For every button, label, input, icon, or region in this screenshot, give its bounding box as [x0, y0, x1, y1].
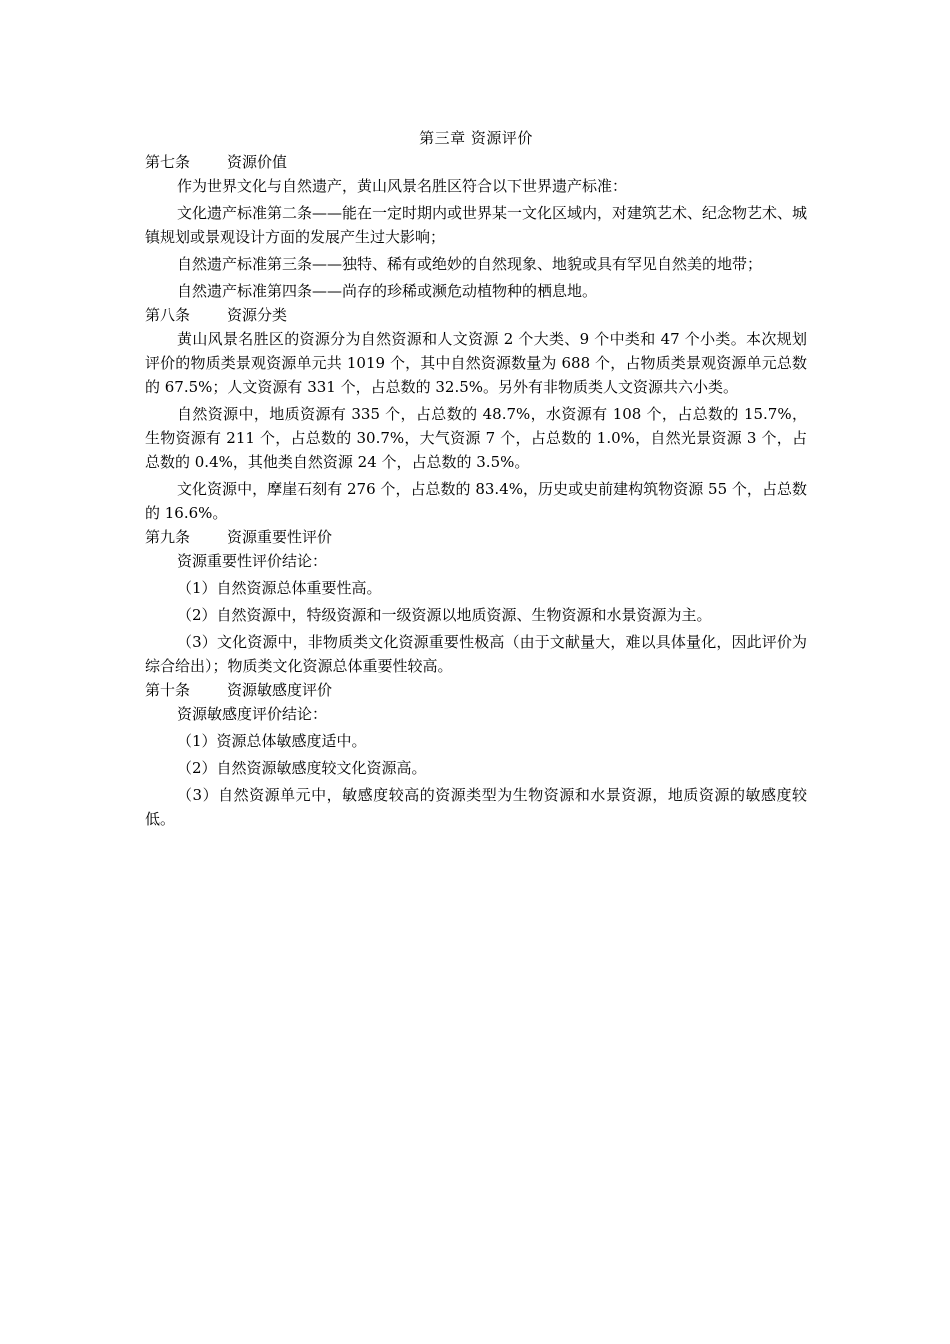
- list-item: （3）文化资源中，非物质类文化资源重要性极高（由于文献量大，难以具体量化，因此评价为综合给出）；物质类文化资源总体重要性较高。: [145, 633, 807, 675]
- paragraph: 自然遗产标准第三条——独特、稀有或绝妙的自然现象、地貌或具有罕见自然美的地带；: [177, 255, 763, 273]
- paragraph: 资源敏感度评价结论：: [177, 705, 328, 723]
- paragraph: 资源重要性评价结论：: [177, 552, 328, 570]
- article-title: 资源重要性评价: [227, 528, 333, 546]
- article-title: 资源敏感度评价: [227, 681, 333, 699]
- document-body: [145, 126, 807, 831]
- article-number: 第九条: [145, 528, 191, 546]
- paragraph: 作为世界文化与自然遗产，黄山风景名胜区符合以下世界遗产标准：: [177, 177, 628, 195]
- list-item: （2）自然资源中，特级资源和一级资源以地质资源、生物资源和水景资源为主。: [177, 606, 712, 624]
- paragraph: 文化遗产标准第二条——能在一定时期内或世界某一文化区域内，对建筑艺术、纪念物艺术、城镇规划或景观设计方面的发展产生过大影响；: [145, 204, 808, 246]
- article-number: 第七条: [145, 153, 191, 171]
- article-number: 第八条: [145, 306, 191, 324]
- article-heading-7: [145, 150, 807, 174]
- paragraph: 黄山风景名胜区的资源分为自然资源和人文资源 2 个大类、9 个中类和 47 个小类。本次规划评价的物质类景观资源单元共 1019 个，其中自然资源数量为 688 个，占物质类景观资源单元总数的 67.5%；人文资源有 331 个，占总数的 32.5%。另外有非物质类人文资源共六小类。: [145, 330, 807, 396]
- article-title: 资源价值: [227, 153, 288, 171]
- list-item: （1）资源总体敏感度适中。: [177, 732, 367, 750]
- chapter-title: 第三章 资源评价: [419, 129, 533, 147]
- paragraph: 自然遗产标准第四条——尚存的珍稀或濒危动植物种的栖息地。: [177, 282, 598, 300]
- article-title: 资源分类: [227, 306, 288, 324]
- list-item: （2）自然资源敏感度较文化资源高。: [177, 759, 427, 777]
- paragraph: 自然资源中，地质资源有 335 个，占总数的 48.7%，水资源有 108 个，占总数的 15.7%，生物资源有 211 个，占总数的 30.7%，大气资源 7 个，占总数的 1.0%，自然光景资源 3 个，占总数的 0.4%，其他类自然资源 24 个，占总数的 3.5%。: [145, 405, 807, 471]
- article-heading-10: [145, 678, 807, 702]
- article-heading-9: [145, 525, 807, 549]
- paragraph: 文化资源中，摩崖石刻有 276 个，占总数的 83.4%，历史或史前建构筑物资源 55 个，占总数的 16.6%。: [145, 480, 807, 522]
- list-item: （3）自然资源单元中，敏感度较高的资源类型为生物资源和水景资源，地质资源的敏感度较低。: [145, 786, 807, 828]
- article-heading-8: [145, 303, 807, 327]
- list-item: （1）自然资源总体重要性高。: [177, 579, 382, 597]
- article-number: 第十条: [145, 681, 191, 699]
